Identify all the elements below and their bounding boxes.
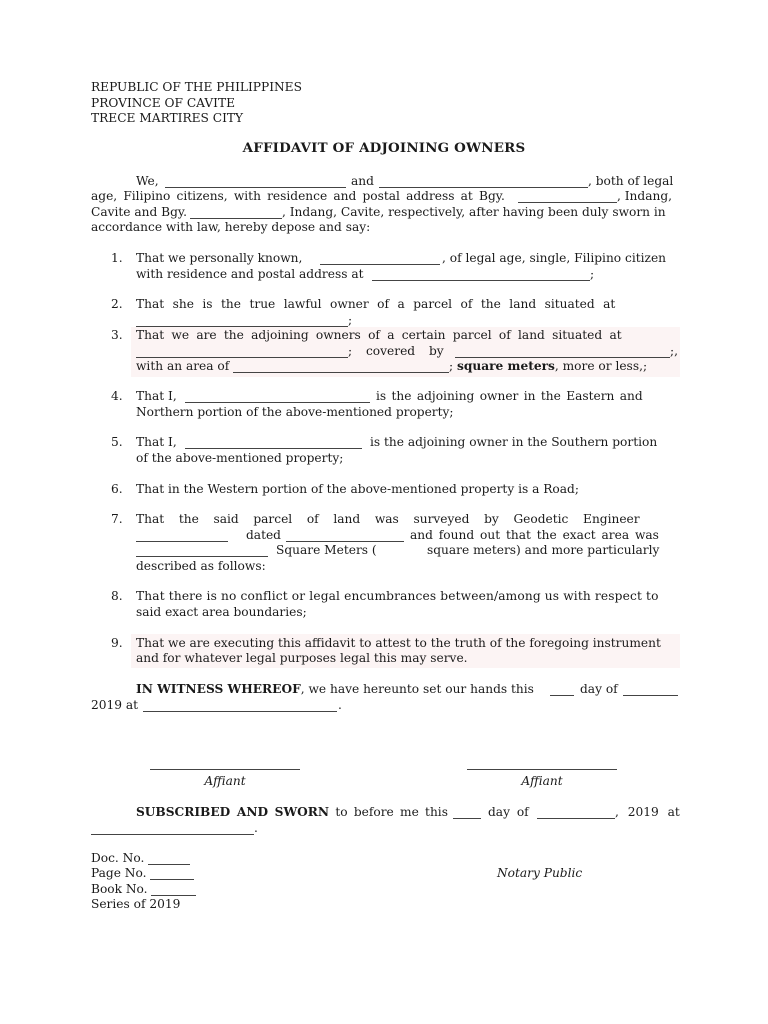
item3-area-blank[interactable] <box>233 361 449 373</box>
intro-we: We, <box>136 174 159 188</box>
affiant-right-signature-line[interactable] <box>467 769 617 770</box>
item8-text-a: That there is no conflict or legal encumbrances between/among us with respect to <box>136 589 659 603</box>
item1-text-d: ; <box>590 267 595 281</box>
subscribed-day-blank[interactable] <box>453 807 481 819</box>
doc-no-label: Doc. No. <box>91 851 145 865</box>
intro-line4: accordance with law, hereby depose and say: <box>91 220 371 234</box>
page-no-label: Page No. <box>91 866 147 880</box>
book-no-label: Book No. <box>91 882 148 896</box>
item-number: 2. <box>111 297 123 311</box>
item5-text-a: That I, <box>136 435 177 449</box>
item4-text-b: is the adjoining owner in the Eastern and <box>376 389 643 403</box>
item-number: 8. <box>111 589 123 603</box>
intro-line3b: , Indang, Cavite, respectively, after having been duly sworn in <box>282 205 666 219</box>
subscribed-place-blank[interactable] <box>91 823 254 835</box>
subscribed-year: , 2019 at <box>615 805 680 819</box>
item-number: 7. <box>111 512 123 526</box>
affiant1-name-blank[interactable] <box>165 176 346 188</box>
item1-address-blank[interactable] <box>372 269 590 281</box>
subscribed-end: . <box>254 821 258 835</box>
item7-engineer-blank[interactable] <box>136 530 228 542</box>
subscribed-month-blank[interactable] <box>537 807 615 819</box>
item4-text-a: That I, <box>136 389 177 403</box>
item-number: 6. <box>111 482 123 496</box>
item7-area-words-blank[interactable] <box>136 545 268 557</box>
item2-text-b: ; <box>348 313 353 327</box>
header-city: TRECE MARTIRES CITY <box>91 111 244 125</box>
barangay1-blank[interactable] <box>518 191 617 203</box>
item3-text-efg: ; square meters, more or less,; <box>449 359 648 373</box>
witness-end: . <box>338 698 342 712</box>
item2-text-a: That she is the true lawful owner of a parcel of the land situated at <box>136 297 616 311</box>
witness-clause: IN WITNESS WHEREOF, we have hereunto set our hands this <box>136 682 534 696</box>
item5-text-b: is the adjoining owner in the Southern portion <box>370 435 658 449</box>
document-title: AFFIDAVIT OF ADJOINING OWNERS <box>242 140 526 156</box>
witness-day-of: day of <box>580 682 618 696</box>
item7-text-c: and found out that the exact area was <box>410 528 659 542</box>
item1-text-c: with residence and postal address at <box>136 267 364 281</box>
intro-and: and <box>351 174 374 188</box>
notary-public-label: Notary Public <box>497 866 583 880</box>
item-number: 3. <box>111 328 123 342</box>
witness-month-blank[interactable] <box>623 684 678 696</box>
item-number: 5. <box>111 435 123 449</box>
witness-place-blank[interactable] <box>143 700 337 712</box>
item3-text-d: with an area of <box>136 359 230 373</box>
item5-name-blank[interactable] <box>185 437 362 449</box>
item7-text-a: That the said parcel of land was surveyed by Geodetic Engineer <box>136 512 640 526</box>
item9-text-b: and for whatever legal purposes legal this may serve. <box>136 651 468 665</box>
affiant2-name-blank[interactable] <box>379 176 588 188</box>
item-number: 4. <box>111 389 123 403</box>
item8-text-b: said exact area boundaries; <box>136 605 307 619</box>
intro-line3a: Cavite and Bgy. <box>91 205 188 219</box>
item3-location-blank[interactable] <box>136 346 348 358</box>
item6-text: That in the Western portion of the above-mentioned property is a Road; <box>136 482 579 496</box>
header-province: PROVINCE OF CAVITE <box>91 95 236 110</box>
affiant-right-label: Affiant <box>521 774 563 788</box>
item1-text-a: That we personally known, <box>136 251 303 265</box>
item7-text-b: dated <box>246 528 281 542</box>
item7-text-f: described as follows: <box>136 559 266 573</box>
item7-text-e: square meters) and more particularly <box>427 543 660 557</box>
item4-name-blank[interactable] <box>185 391 370 403</box>
intro-line2: age, Filipino citizens, with residence and postal address at Bgy. <box>91 189 505 203</box>
series-label: Series of 2019 <box>91 897 181 911</box>
item3-title-blank[interactable] <box>455 346 670 358</box>
barangay2-blank[interactable] <box>190 207 282 219</box>
header-republic: REPUBLIC OF THE PHILIPPINES <box>91 80 302 94</box>
intro-indang1: , Indang, <box>617 189 673 203</box>
document-header <box>91 80 302 127</box>
item2-location-blank[interactable] <box>136 315 348 327</box>
subscribed-clause: SUBSCRIBED AND SWORN to before me this <box>136 805 448 819</box>
subscribed-day-of: day of <box>488 805 529 819</box>
witness-day-blank[interactable] <box>550 684 574 696</box>
item3-text-b: ; covered by <box>348 344 444 358</box>
item5-text-c: of the above-mentioned property; <box>136 451 344 465</box>
item4-text-c: Northern portion of the above-mentioned property; <box>136 405 454 419</box>
item7-text-d: Square Meters ( <box>276 543 377 557</box>
item1-name-blank[interactable] <box>320 253 440 265</box>
doc-no-blank[interactable] <box>148 853 190 865</box>
affiant-left-label: Affiant <box>204 774 246 788</box>
affiant-left-signature-line[interactable] <box>150 769 300 770</box>
item1-text-b: , of legal age, single, Filipino citizen <box>442 251 667 265</box>
intro-both: , both of legal <box>588 174 674 188</box>
item-number: 9. <box>111 636 123 650</box>
page-no-blank[interactable] <box>150 868 194 880</box>
item7-date-blank[interactable] <box>286 530 404 542</box>
item3-text-c: ;, <box>670 344 678 358</box>
book-no-blank[interactable] <box>151 884 196 896</box>
item9-text-a: That we are executing this affidavit to attest to the truth of the foregoing instrument <box>136 636 661 650</box>
item-number: 1. <box>111 251 123 265</box>
item3-text-a: That we are the adjoining owners of a certain parcel of land situated at <box>136 328 622 342</box>
witness-year: 2019 at <box>91 698 139 712</box>
